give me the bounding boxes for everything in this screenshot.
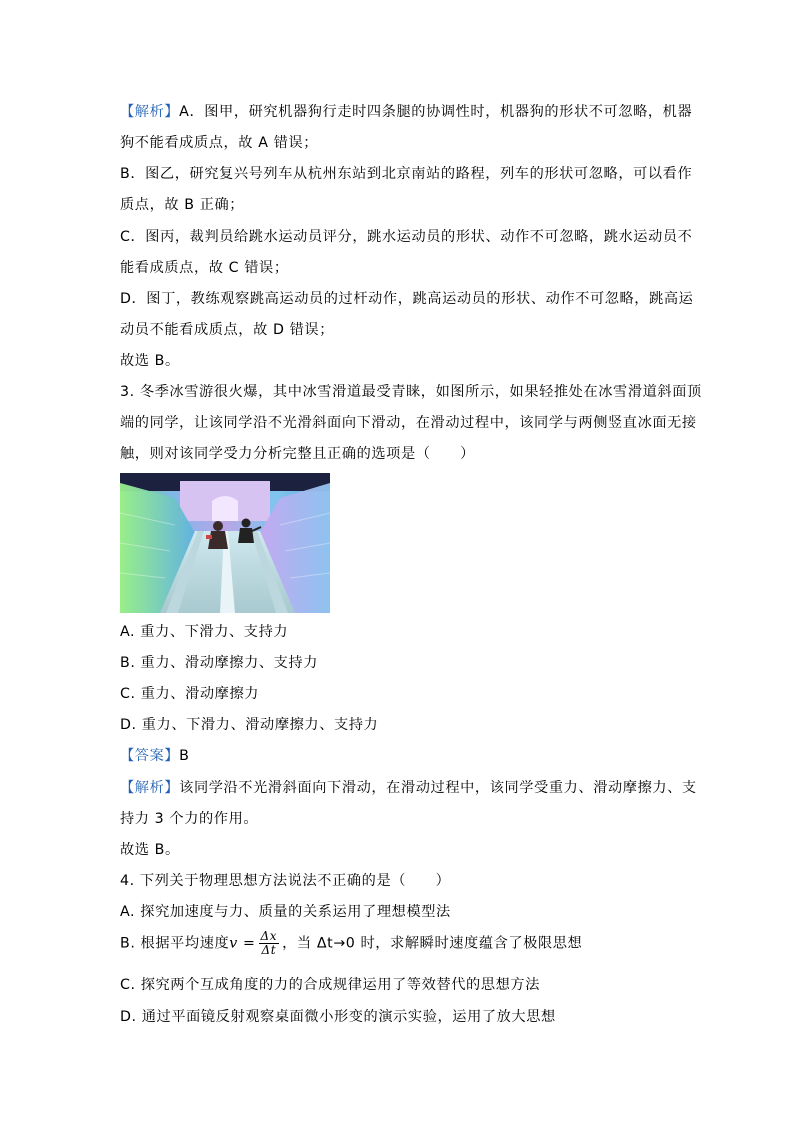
fraction-denominator: Δt [261,943,277,957]
option-b-text: B. 根据平均速度 [120,935,230,952]
ice-slide-image [120,473,330,613]
analysis-text: A．图甲，研究机器狗行走时四条腿的协调性时，机器狗的形状不可忽略，机器 [179,104,693,120]
option-a: A. 探究加速度与力、质量的关系运用了理想模型法 [120,904,451,920]
option-c: C. 探究两个互成角度的力的合成规律运用了等效替代的思想方法 [120,977,540,993]
question-3-stem: 3. 冬季冰雪游很火爆，其中冰雪滑道最受青睐，如图所示，如果轻推处在冰雪滑道斜面顶 [120,384,702,400]
answer-tag: 【答案】 [120,748,180,764]
option-b: B. 重力、滑动摩擦力、支持力 [120,655,319,671]
option-b [120,930,582,957]
conclusion-line: 故选 B。 [120,353,180,369]
analysis-text: 该同学沿不光滑斜面向下滑动，在滑动过程中，该同学受重力、滑动摩擦力、支 [179,780,697,796]
analysis-line: B．图乙，研究复兴号列车从杭州东站到北京南站的路程，列车的形状可忽略，可以看作 [120,166,693,182]
option-b-text: ，当 Δt→0 时，求解瞬时速度蕴含了极限思想 [282,935,583,952]
answer-value: B [179,748,190,764]
analysis-line: 狗不能看成质点，故 A 错误； [120,135,318,151]
conclusion-line: 故选 B。 [120,842,180,858]
fraction [259,930,280,957]
ice-slide-photo [120,473,330,613]
analysis-line: 动员不能看成质点，故 D 错误； [120,322,334,338]
analysis-tag: 【解析】 [120,104,180,120]
fraction-numerator: Δx [260,929,278,943]
analysis-line [120,778,697,798]
question-4-stem: 4. 下列关于物理思想方法说法不正确的是（ ） [120,873,451,889]
velocity-symbol: v = [229,935,256,952]
analysis-line: 持力 3 个力的作用。 [120,811,259,827]
analysis-line: D．图丁，教练观察跳高运动员的过杆动作，跳高运动员的形状、动作不可忽略，跳高运 [120,291,694,307]
analysis-line [120,102,692,122]
question-3-stem: 端的同学，让该同学沿不光滑斜面向下滑动，在滑动过程中，该同学与两侧竖直冰面无接 [120,415,697,431]
option-a: A. 重力、下滑力、支持力 [120,624,289,640]
analysis-line: 质点，故 B 正确； [120,197,245,213]
analysis-tag: 【解析】 [120,780,180,796]
option-d: D. 重力、下滑力、滑动摩擦力、支持力 [120,717,379,733]
analysis-line: C．图丙，裁判员给跳水运动员评分，跳水运动员的形状、动作不可忽略，跳水运动员不 [120,229,693,245]
answer-line [120,746,190,766]
question-3-stem: 触，则对该同学受力分析完整且正确的选项是（ ） [120,446,475,462]
option-d: D. 通过平面镜反射观察桌面微小形变的演示实验，运用了放大思想 [120,1009,556,1025]
analysis-line: 能看成质点，故 C 错误； [120,260,289,276]
option-c: C. 重力、滑动摩擦力 [120,686,260,702]
